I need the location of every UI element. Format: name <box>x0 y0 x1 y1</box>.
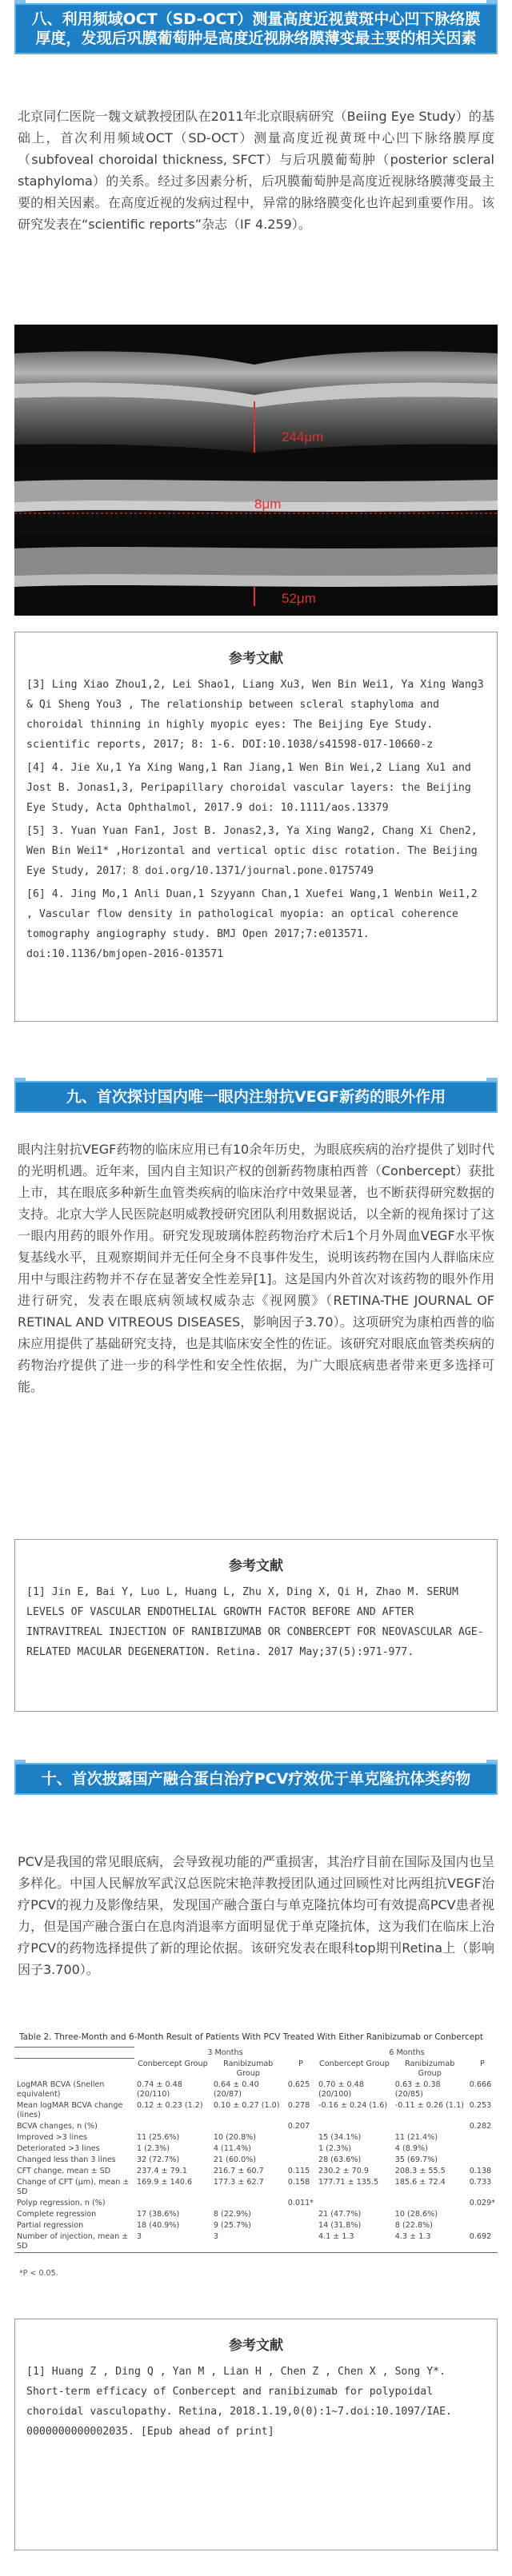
section10-body: PCV是我国的常见眼底病，会导致视功能的严重损害，其治疗目前在国际及国内也呈多样化。中国人民解放军武汉总医院宋艳萍教授团队通过回顾性对比两组抗VEGF治疗PCV的视力及影像结果，发现国产融合蛋白与单克隆抗体均可有效提高PCV患者视力，但是国产融合蛋白在息肉消退率方面明显优于单克隆抗体，这为我们在临床上治疗PCV的药物选择提供了新的理论依据。该研究发表在眼科top期刊Retina上（影响因子3.700）。 <box>18 1854 494 1977</box>
oct-label-244: 244μm <box>282 429 324 445</box>
table-col-header: P <box>298 2059 303 2068</box>
table-row-label: Changed less than 3 lines <box>17 2155 116 2164</box>
table-cell: 0.733 <box>469 2177 492 2187</box>
section9-title-banner <box>14 1081 498 1113</box>
table-col-header: Conbercept Group <box>138 2059 208 2068</box>
table-cell: 0.158 <box>287 2177 310 2187</box>
table-cell <box>134 2121 211 2132</box>
table-row <box>14 2143 498 2155</box>
table-row <box>14 2132 498 2143</box>
table-cell <box>316 2121 393 2132</box>
reference-item: [5] 3. Yuan Yuan Fan1, Jost B. Jonas2,3, Ya Xing Wang2, Chang Xi Chen2, Wen Bin Wei1* ,Horizontal and vertical optic disc rotation. The Beijing Eye Study, 2017；8 doi.org/10.1371/journal.pone.0175749 <box>26 825 478 877</box>
table-cell <box>286 2220 316 2231</box>
table-row-label: LogMAR BCVA (Snellen equivalent) <box>17 2080 105 2099</box>
table-row <box>14 2198 498 2209</box>
table-cell: 11 (25.6%) <box>137 2132 180 2142</box>
table-row <box>14 2166 498 2177</box>
table-cell <box>134 2198 211 2209</box>
table-row-label: Complete regression <box>17 2209 97 2219</box>
table-cell <box>286 2132 316 2143</box>
table-col-header: Ranibizumab Group <box>223 2059 274 2078</box>
table-cell: 0.10 ± 0.27 (1.0) <box>213 2100 280 2110</box>
table-cell: -0.11 ± 0.26 (1.1) <box>394 2100 464 2110</box>
table-cell <box>393 2121 467 2132</box>
section10-title-banner <box>14 1763 498 1795</box>
table-cell: 216.7 ± 60.7 <box>213 2166 264 2175</box>
table-cell <box>316 2198 393 2209</box>
table-cell: 0.278 <box>287 2100 310 2110</box>
table-cell: 177.71 ± 135.5 <box>318 2177 379 2187</box>
section10-ref-title: 参考文献 <box>229 2338 283 2354</box>
table-cell: 17 (38.6%) <box>137 2209 180 2219</box>
reference-item: [6] 4. Jing Mo,1 Anli Duan,1 Szyyann Chan,1 Xuefei Wang,1 Wenbin Wei1,2 , Vascular flow density in pathological myopia: an optical coherence tomography angiography study. BMJ Open 2017;7:e013571. doi:10.1136/bmjopen-2016-013571 <box>26 888 478 960</box>
table-cell <box>467 2155 498 2166</box>
table-cell: 0.64 ± 0.40 (20/87) <box>213 2080 259 2099</box>
table-row <box>14 2220 498 2231</box>
section8-title-banner <box>14 3 498 54</box>
table-cell <box>393 2198 467 2209</box>
table-row-label: Partial regression <box>17 2220 84 2230</box>
section9-body: 眼内注射抗VEGF药物的临床应用已有10余年历史，为眼底疾病的治疗提供了划时代的光明机遇。近年来，国内自主知识产权的创新药物康柏西普（Conbercept）获批上市，其在眼底多种新生血管类疾病的临床治疗中效果显著，也不断获得研究数据的支持。北京大学人民医院赵明威教授研究团队利用数据说话，以全新的视角探讨了这一眼内用药的眼外作用。研究发现玻璃体腔药物治疗术后1个月外周血VEGF水平恢复基线水平，且观察期间并无任何全身不良事件发生，说明该药物在国内人群临床应用中与眼注药物并不存在显著安全性差异[1]。这是国内外首次对该药物的眼外作用进行研究，发表在眼底病领域权威杂志《视网膜》（RETINA-THE JOURNAL OF RETINAL AND VITREOUS DISEASES，影响因子3.70）。这项研究为康柏西普的临床应用提供了基础研究支持，也是其临床安全性的佐证。该研究对眼底血管类疾病的药物治疗提供了进一步的科学性和安全性依据，为广大眼底病患者带来更多选择可能。 <box>18 1142 494 1394</box>
table-row-label: Mean logMAR BCVA change (lines) <box>17 2100 123 2119</box>
table-cell: 4 (11.4%) <box>213 2143 251 2153</box>
table-cell: 0.207 <box>287 2121 310 2131</box>
table-header-row <box>14 2059 498 2080</box>
table-row <box>14 2209 498 2220</box>
table-cell: 185.6 ± 72.4 <box>394 2177 446 2187</box>
table-cell <box>286 2143 316 2155</box>
oct-scan-image <box>14 325 498 616</box>
table-cell <box>467 2143 498 2155</box>
table-row-label: Polyp regression, n (%) <box>17 2198 106 2207</box>
reference-item: [4] 4. Jie Xu,1 Ya Xing Wang,1 Ran Jiang,1 Wen Bin Wei,2 Liang Xu1 and Jost B. Jonas1,3, Peripapillary choroidal vascular layers: the Beijing Eye Study, Acta Ophthalmol, 2017.9 doi: 10.1111/aos.13379 <box>26 762 471 814</box>
section9-ref-title: 参考文献 <box>229 1558 283 1574</box>
table-row <box>14 2177 498 2198</box>
table-row <box>14 2155 498 2166</box>
results-table <box>14 2047 498 2253</box>
section9-title: 九、首次探讨国内唯一眼内注射抗VEGF新药的眼外作用 <box>66 1088 446 1106</box>
table-cell: 10 (28.6%) <box>394 2209 438 2219</box>
table-row <box>14 2121 498 2132</box>
table-cell: 169.9 ± 140.6 <box>137 2177 193 2187</box>
oct-scan-graphic <box>14 325 498 616</box>
results-table-figure <box>14 2031 498 2285</box>
table-cell: 0.011* <box>287 2198 314 2207</box>
table-cell: 4.3 ± 1.3 <box>394 2231 431 2241</box>
table-row-label: Deteriorated >3 lines <box>17 2143 100 2153</box>
table-cell: 28 (63.6%) <box>318 2155 362 2164</box>
table-cell: 32 (72.7%) <box>137 2155 180 2164</box>
table-footnote: *P < 0.05. <box>19 2269 58 2278</box>
table-cell: 1 (2.3%) <box>318 2143 351 2153</box>
table-cell: -0.16 ± 0.24 (1.6) <box>318 2100 388 2110</box>
table-group-6m: 6 Months <box>389 2048 425 2057</box>
table-cell <box>286 2155 316 2166</box>
table-cell: 8 (22.8%) <box>394 2220 433 2230</box>
reference-item: [1] Jin E, Bai Y, Luo L, Huang L, Zhu X, Ding X, Qi H, Zhao M. SERUM LEVELS OF VASCULAR ENDOTHELIAL GROWTH FACTOR BEFORE AND AFTER INTRAVITREAL INJECTION OF RANIBIZUMAB OR CONBERCEPT FOR NEOVASCULAR AGE-RELATED MACULAR DEGENERATION. Retina. 2017 May;37(5):971-977. <box>26 1586 484 1658</box>
table-cell: 11 (21.4%) <box>394 2132 438 2142</box>
section8-ref-title: 参考文献 <box>229 651 283 667</box>
table-cell: 0.115 <box>287 2166 310 2175</box>
table-cell: 8 (22.9%) <box>213 2209 251 2219</box>
table-cell: 21 (60.0%) <box>213 2155 257 2164</box>
table-cell: 0.666 <box>469 2080 492 2089</box>
table-cell: 0.253 <box>469 2100 492 2110</box>
table-col-header: Ranibizumab Group <box>405 2059 455 2078</box>
section8-title: 八、利用频域OCT（SD-OCT）测量高度近视黄斑中心凹下脉络膜厚度，发现后巩膜葡萄肿是高度近视脉络膜薄变最主要的相关因素 <box>31 10 481 47</box>
table-cell: 0.74 ± 0.48 (20/110) <box>137 2080 182 2099</box>
section9-references <box>14 1539 498 1712</box>
table-cell: 35 (69.7%) <box>394 2155 438 2164</box>
section8-references <box>14 632 498 1022</box>
table-group-3m: 3 Months <box>207 2048 243 2057</box>
table-cell: 0.138 <box>469 2166 492 2175</box>
section10-title: 十、首次披露国产融合蛋白治疗PCV疗效优于单克隆抗体类药物 <box>41 1770 471 1788</box>
table-row-label: Improved >3 lines <box>17 2132 88 2142</box>
table-caption: Table 2. Three-Month and 6-Month Result of Patients With PCV Treated With Either Ranibizumab or Conbercept <box>19 2032 483 2042</box>
table-cell: 4.1 ± 1.3 <box>318 2231 354 2241</box>
oct-label-8: 8μm <box>254 496 282 512</box>
table-cell: 3 <box>213 2231 218 2241</box>
table-cell: 3 <box>137 2231 142 2241</box>
table-cell: 0.029* <box>469 2198 495 2207</box>
table-cell: 177.3 ± 62.7 <box>213 2177 264 2187</box>
table-row-label: Number of injection, mean ± SD <box>17 2231 129 2251</box>
table-row-label: CFT change, mean ± SD <box>17 2166 111 2175</box>
table-cell <box>211 2198 286 2209</box>
table-row <box>14 2231 498 2253</box>
table-cell: 0.625 <box>287 2080 310 2089</box>
oct-label-52: 52μm <box>282 591 316 606</box>
table-cell: 0.63 ± 0.38 (20/85) <box>394 2080 441 2099</box>
section10-references <box>14 2319 498 2550</box>
table-cell <box>467 2220 498 2231</box>
table-cell: 14 (31.8%) <box>318 2220 362 2230</box>
table-cell <box>467 2209 498 2220</box>
table-cell <box>467 2132 498 2143</box>
table-cell: 0.12 ± 0.23 (1.2) <box>137 2100 203 2110</box>
table-cell <box>286 2231 316 2253</box>
table-cell <box>286 2209 316 2220</box>
table-cell: 0.70 ± 0.48 (20/100) <box>318 2080 364 2099</box>
table-row-label: Change of CFT (μm), mean ± SD <box>17 2177 130 2196</box>
table-col-header: Conbercept Group <box>319 2059 390 2068</box>
table-cell: 4 (8.9%) <box>394 2143 428 2153</box>
table-row <box>14 2080 498 2100</box>
table-cell: 0.692 <box>469 2231 492 2241</box>
table-cell: 9 (25.7%) <box>213 2220 251 2230</box>
table-cell: 208.3 ± 55.5 <box>394 2166 446 2175</box>
table-row-label: BCVA changes, n (%) <box>17 2121 98 2131</box>
table-col-header: P <box>479 2059 485 2068</box>
reference-item: [1] Huang Z , Ding Q , Yan M , Lian H , Chen Z , Chen X , Song Y*. Short-term efficacy of Conbercept and ranibizumab for polypoidal choroidal vasculopathy. Retina, 2018.1.19,0(0):1~7.doi:10.1097/IAE. 0000000000002035. [Epub ahead of print] <box>26 2366 452 2438</box>
table-row <box>14 2100 498 2121</box>
table-cell: 10 (20.8%) <box>213 2132 257 2142</box>
table-cell: 15 (34.1%) <box>318 2132 362 2142</box>
section8-body: 北京同仁医院一魏文斌教授团队在2011年北京眼病研究（Beiing Eye Study）的基础上，首次利用频域OCT（SD-OCT）测量高度近视黄斑中心凹下脉络膜厚度（subfoveal choroidal thickness, SFCT）与后巩膜葡萄肿（posterior scleral staphyloma）的关系。经过多因素分析，后巩膜葡萄肿是高度近视脉络膜薄变最主要的相关因素。在高度近视的发病过程中，异常的脉络膜变化也许起到重要作用。该研究发表在“scientific reports”杂志（IF 4.259）。 <box>18 109 494 232</box>
table-cell: 237.4 ± 79.1 <box>137 2166 187 2175</box>
table-cell: 230.2 ± 70.9 <box>318 2166 369 2175</box>
table-cell: 21 (47.7%) <box>318 2209 362 2219</box>
table-cell: 0.282 <box>469 2121 492 2131</box>
table-cell: 1 (2.3%) <box>137 2143 170 2153</box>
table-cell <box>211 2121 286 2132</box>
table-cell: 18 (40.9%) <box>137 2220 180 2230</box>
reference-item: [3] Ling Xiao Zhou1,2, Lei Shao1, Liang Xu3, Wen Bin Wei1, Ya Xing Wang3 & Qi Sheng You3 , The relationship between scleral staphyloma and choroidal thinning in highly myopic eyes: The Beijing Eye Study. scientific reports, 2017; 8: 1-6. DOI:10.1038/s41598-017-10660-z <box>26 679 484 751</box>
